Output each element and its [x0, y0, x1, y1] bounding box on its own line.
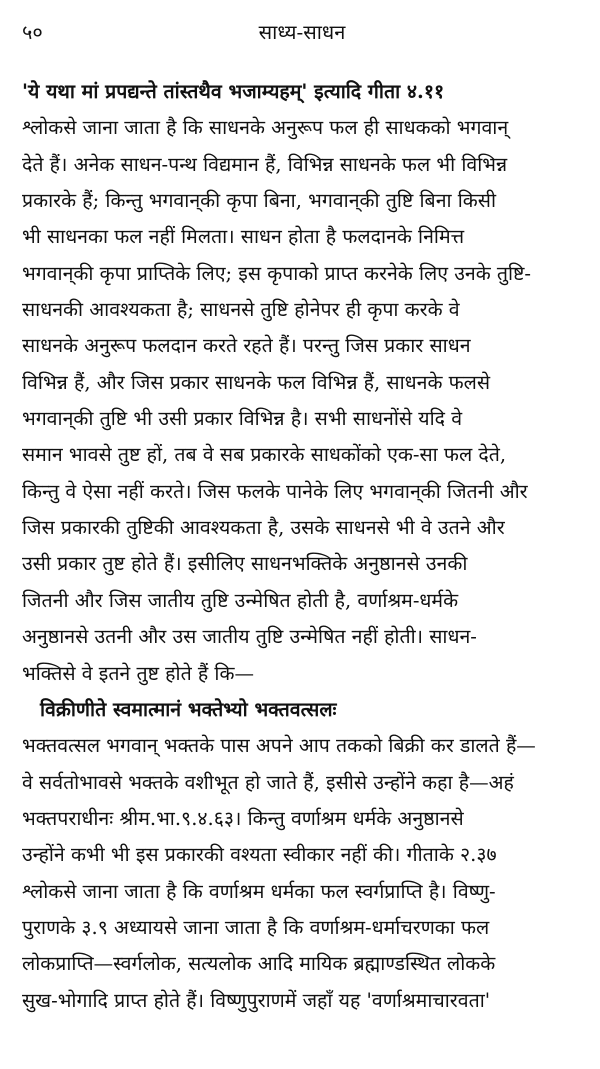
text-line: साधनके अनुरूप फलदान करते रहते हैं। परन्तु जिस प्रकार साधन: [22, 334, 471, 358]
text-line: भगवान्‌की कृपा प्राप्तिके लिए; इस कृपाको प्राप्त करनेके लिए उनके तुष्टि-: [22, 261, 532, 285]
text-line: उसी प्रकार तुष्ट होते हैं। इसीलिए साधनभक्तिके अनुष्ठानसे उनकी: [22, 552, 468, 576]
verse-line: विक्रीणीते स्वमात्मानं भक्तेभ्यो भक्तवत्सलः: [40, 697, 337, 721]
text-line: भक्तपराधीनः श्रीम.भा.९.४.६३। किन्तु वर्णाश्रम धर्मके अनुष्ठानसे: [22, 806, 464, 830]
text-line: श्लोकसे जाना जाता है कि साधनके अनुरूप फल ही साधकको भगवान्: [22, 116, 509, 140]
text-line: देते हैं। अनेक साधन-पन्थ विद्यमान हैं, विभिन्न साधनके फल भी विभिन्न: [22, 152, 508, 176]
text-line: श्लोकसे जाना जाता है कि वर्णाश्रम धर्मका फल स्वर्गप्राप्ति है। विष्णु-: [22, 879, 496, 903]
text-line: जितनी और जिस जातीय तुष्टि उन्मेषित होती है, वर्णाश्रम-धर्मके: [22, 588, 459, 612]
text-line: प्रकारके हैं; किन्तु भगवान्‌की कृपा बिना, भगवान्‌की तुष्टि बिना किसी: [22, 189, 497, 213]
text-line: पुराणके ३.९ अध्यायसे जाना जाता है कि वर्णाश्रम-धर्माचरणका फल: [22, 915, 490, 939]
text-line: अनुष्ठानसे उतनी और उस जातीय तुष्टि उन्मेषित नहीं होती। साधन-: [22, 625, 477, 649]
text-line: जिस प्रकारकी तुष्टिकी आवश्यकता है, उसके साधनसे भी वे उतने और: [22, 516, 505, 540]
running-head: साध्य-साधन: [258, 20, 346, 44]
text-line: समान भावसे तुष्ट हों, तब वे सब प्रकारके साधकोंको एक-सा फल देते,: [22, 443, 507, 467]
text-line: भगवान्‌की तुष्टि भी उसी प्रकार विभिन्न है। सभी साधनोंसे यदि वे: [22, 407, 463, 431]
text-line: 'ये यथा मां प्रपद्यन्ते तांस्तथैव भजाम्यहम्' इत्यादि गीता ४.११: [22, 80, 445, 103]
text-line: भक्तिसे वे इतने तुष्ट होते हैं कि—: [22, 661, 254, 685]
page-number: ५०: [22, 20, 43, 44]
text-line: भी साधनका फल नहीं मिलता। साधन होता है फलदानके निमित्त: [22, 225, 465, 249]
text-line: वे सर्वतोभावसे भक्तके वशीभूत हो जाते हैं, इसीसे उन्होंने कहा है—अहं: [22, 770, 514, 794]
text-line: विभिन्न हैं, और जिस प्रकार साधनके फल विभिन्न हैं, साधनके फलसे: [22, 370, 491, 394]
body-text: [22, 74, 582, 1019]
text-line: सुख-भोगादि प्राप्त होते हैं। विष्णुपुराणमें जहाँ यह 'वर्णाश्रमाचारवता': [22, 988, 491, 1012]
text-line: साधनकी आवश्यकता है; साधनसे तुष्टि होनेपर ही कृपा करके वे: [22, 298, 460, 322]
text-line: उन्होंने कभी भी इस प्रकारकी वश्यता स्वीकार नहीं की। गीताके २.३७: [22, 843, 497, 867]
text-line: किन्तु वे ऐसा नहीं करते। जिस फलके पानेके लिए भगवान्‌की जितनी और: [22, 479, 528, 503]
page-header: [22, 14, 582, 50]
text-line: भक्तवत्सल भगवान् भक्तके पास अपने आप तकको बिक्री कर डालते हैं—: [22, 734, 536, 758]
text-line: लोकप्राप्ति—स्वर्गलोक, सत्यलोक आदि मायिक ब्रह्माण्डस्थित लोकके: [22, 952, 496, 976]
